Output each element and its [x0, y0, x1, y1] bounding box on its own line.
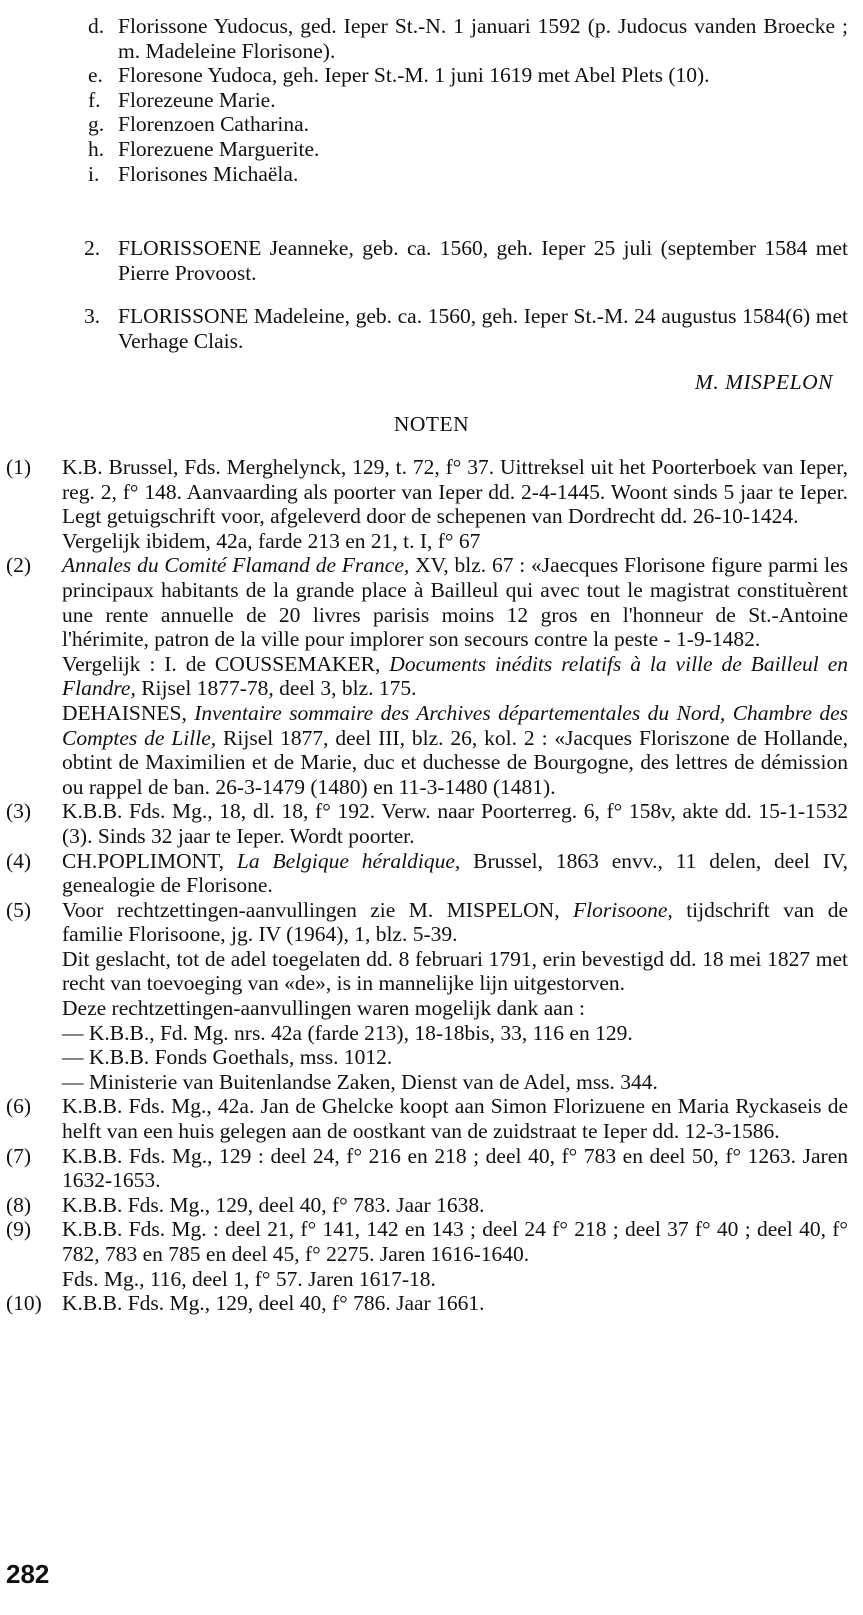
item-text: Florezeune Marie. — [118, 87, 276, 112]
footnote — [6, 1193, 848, 1218]
footnote-text: Fds. Mg., 116, deel 1, f° 57. Jaren 1617-18. — [62, 1266, 436, 1291]
author-signature: M. MISPELON — [694, 370, 833, 394]
footnote-text: K.B.B. Fds. Mg., 129 : deel 24, f° 216 en 218 ; deel 40, f° 783 en deel 50, f° 1263. Jaren 1632-1653. — [62, 1143, 848, 1193]
citation-title: Florisoone, — [573, 897, 673, 922]
footnote-text: K.B.B. Fds. Mg., 129, deel 40, f° 786. Jaar 1661. — [62, 1291, 485, 1316]
item-marker: i. — [88, 161, 100, 186]
citation-title: Documents inédits relatifs à la ville de Bailleul en Flandre, — [62, 651, 848, 701]
item-text: Florisones Michaëla. — [118, 161, 299, 186]
list-item — [88, 88, 848, 113]
footnote — [6, 799, 848, 848]
list-item — [88, 137, 848, 162]
footnote-number: (2) — [6, 553, 32, 578]
item-text: Floresone Yudoca, geh. Ieper St.-M. 1 juni 1619 met Abel Plets (10). — [118, 63, 710, 88]
children-list — [88, 14, 848, 186]
list-item — [88, 63, 848, 88]
footnotes — [6, 455, 848, 1316]
footnote-number: (6) — [6, 1094, 32, 1119]
citation-title: Annales du Comité Flamand de France, — [62, 553, 410, 578]
footnote — [6, 553, 848, 799]
item-text: Florissone Yudocus, ged. Ieper St.-N. 1 januari 1592 (p. Judocus vanden Broecke ; m. Madeleine Florisone). — [118, 14, 848, 63]
genealogy-entry — [84, 304, 848, 353]
footnote-number: (9) — [6, 1217, 32, 1242]
item-marker: f. — [88, 87, 101, 112]
list-item — [88, 14, 848, 63]
footnote-number: (7) — [6, 1143, 32, 1168]
footnote-text: Deze rechtzettingen-aanvullingen waren mogelijk dank aan : — [62, 996, 585, 1021]
entry-marker: 3. — [84, 304, 101, 328]
footnote-text: Voor rechtzettingen-aanvullingen zie M. MISPELON, Florisoone, tijdschrift van de familie Florisoone, jg. IV (1964), 1, blz. 5-39. — [62, 897, 848, 947]
entry-text: FLORISSONE Madeleine, geb. ca. 1560, geh. Ieper St.-M. 24 augustus 1584(6) met Verhage Clais. — [118, 304, 848, 353]
footnote-text: K.B. Brussel, Fds. Merghelynck, 129, t. 72, f° 37. Uittreksel uit het Poorterboek van Ieper, reg. 2, f° 148. Aanvaarding als poorter van Ieper dd. 2-4-1445. Woont sinds 5 jaar te Ieper. Legt getuigschrift voor, afgeleverd door de schepenen van Dordrecht dd. 26-10-1424. — [62, 455, 848, 529]
footnote-number: (3) — [6, 799, 32, 824]
item-marker: d. — [88, 14, 105, 38]
footnote — [6, 1094, 848, 1143]
citation-title: La Belgique héraldique, — [236, 848, 461, 873]
footnote-text: K.B.B. Fds. Mg., 42a. Jan de Ghelcke koopt aan Simon Florizuene en Maria Ryckaseis de helft van een huis gelegen aan de oostkant van de zuidstraat te Ieper dd. 12-3-1586. — [62, 1094, 848, 1144]
genealogy-entry — [84, 236, 848, 285]
entry-text: FLORISSOENE Jeanneke, geb. ca. 1560, geh. Ieper 25 juli (september 1584 met Pierre Provoost. — [118, 236, 848, 285]
footnote-number: (1) — [6, 455, 32, 479]
footnote — [6, 1291, 848, 1316]
item-marker: g. — [88, 112, 105, 137]
footnote-number: (8) — [6, 1192, 32, 1217]
footnote-text: Vergelijk ibidem, 42a, farde 213 en 21, t. I, f° 67 — [62, 528, 481, 553]
source-list-item: — Ministerie van Buitenlandse Zaken, Dienst van de Adel, mss. 344. — [62, 1069, 658, 1094]
item-text: Florezuene Marguerite. — [118, 136, 320, 161]
source-list-item: — K.B.B., Fd. Mg. nrs. 42a (farde 213), 18-18bis, 33, 116 en 129. — [62, 1020, 633, 1045]
page-number: 282 — [6, 1559, 50, 1589]
notes-heading: NOTEN — [393, 412, 470, 436]
footnote — [6, 898, 848, 1095]
item-text: Florenzoen Catharina. — [118, 112, 310, 137]
footnote-text: Annales du Comité Flamand de France, XV, blz. 67 : «Jaecques Florisone figure parmi les principaux habitants de la grande place à Bailleul qui avec tout le magistrat constituèrent une rente annuelle de 20 livres parisis moins 12 gros en l'honneur de St.-Antoine l'hérimite, patron de la ville pour implorer son secours contre la peste - 1-9-1482. — [62, 553, 848, 652]
citation-title: Inventaire sommaire des Archives départementales du Nord, Chambre des Comptes de Lille, — [62, 700, 848, 750]
footnote — [6, 849, 848, 898]
source-list-item: — K.B.B. Fonds Goethals, mss. 1012. — [62, 1045, 393, 1070]
footnote-text: K.B.B. Fds. Mg. : deel 21, f° 141, 142 en 143 ; deel 24 f° 218 ; deel 37 f° 40 ; deel 40, f° 782, 783 en 785 en deel 45, f° 2275. Jaren 1616-1640. — [62, 1217, 848, 1266]
footnote-text: K.B.B. Fds. Mg., 18, dl. 18, f° 192. Verw. naar Poorterreg. 6, f° 158v, akte dd. 15-1-1532 (3). Sinds 32 jaar te Ieper. Wordt poorter. — [62, 799, 848, 848]
footnote-text: CH.POPLIMONT, La Belgique héraldique, Brussel, 1863 envv., 11 delen, deel IV, genealogie de Florisone. — [62, 848, 848, 898]
footnote-text: Vergelijk : I. de COUSSEMAKER, Documents inédits relatifs à la ville de Bailleul en Flandre, Rijsel 1877-78, deel 3, blz. 175. — [62, 651, 848, 701]
footnote-text: K.B.B. Fds. Mg., 129, deel 40, f° 783. Jaar 1638. — [62, 1192, 485, 1217]
footnote-number: (10) — [6, 1291, 42, 1316]
footnote-number: (5) — [6, 897, 32, 922]
footnote-text: DEHAISNES, Inventaire sommaire des Archives départementales du Nord, Chambre des Comptes de Lille, Rijsel 1877, deel III, blz. 26, kol. 2 : «Jacques Floriszone de Hollande, obtint de Maximilien et de Marie, duc et duchesse de Bourgogne, des lettres de démission ou rappel de ban. 26-3-1479 (1480) en 11-3-1480 (1481). — [62, 700, 848, 799]
item-marker: e. — [88, 63, 103, 88]
footnote — [6, 455, 848, 553]
list-item — [88, 112, 848, 137]
entry-marker: 2. — [84, 236, 101, 260]
footnote-text: Dit geslacht, tot de adel toegelaten dd. 8 februari 1791, erin bevestigd dd. 18 mei 1827 met recht van toevoeging van «de», is in mannelijke lijn uitgestorven. — [62, 946, 848, 996]
item-marker: h. — [88, 136, 105, 161]
footnote — [6, 1217, 848, 1291]
footnote — [6, 1144, 848, 1193]
footnote-number: (4) — [6, 848, 32, 873]
list-item — [88, 162, 848, 187]
